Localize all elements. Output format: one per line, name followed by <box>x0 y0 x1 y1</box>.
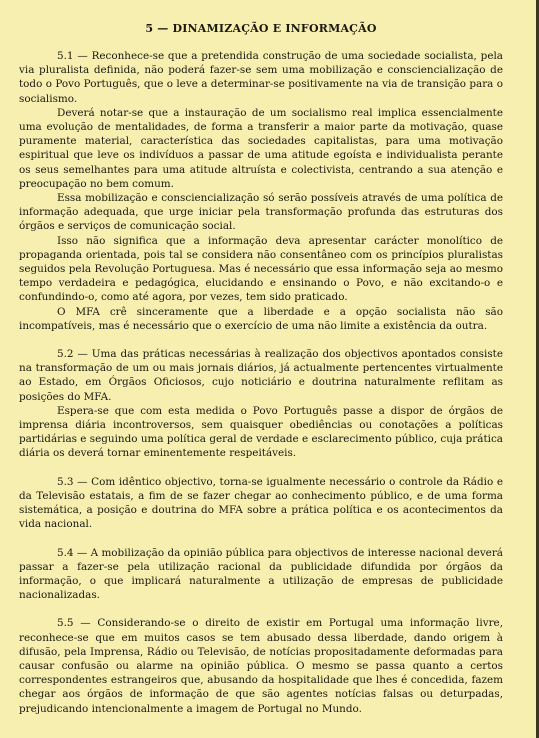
section-title: 5 — DINAMIZAÇÃO E INFORMAÇÃO <box>145 22 377 35</box>
paragraph-5-3: 5.3 — Com idêntico objectivo, torna-se igualmente necessário o controle da Rádio e da Televisão estatais, a fim de se fazer chegar ao conhecimento público, e de uma forma sistemática, a posição e doutrina do MFA sobre a prática política e os acontecimentos da vida nacional. <box>19 475 503 531</box>
paragraph-5-1-e: O MFA crê sinceramente que a liberdade e a opção socialista não são incompatíveis, mas é necessário que o exercício de uma não limite a existência da outra. <box>19 305 503 332</box>
paragraph-5-4: 5.4 — A mobilização da opinião pública para objectivos de interesse nacional deverá passar a fazer-se pela utilização racional da publicidade difundida por órgãos da informação, o que implicará naturalmente a utilização de empresas de publicidade nacionalizadas. <box>19 546 503 602</box>
document-body <box>19 22 503 716</box>
paragraph-5-2-b: Espera-se que com esta medida o Povo Português passe a dispor de órgãos de imprensa diária incontroversos, sem quaisquer obediências ou conotações a políticas partidárias e seguindo uma política geral de verdade e esclarecimento público, cuja prática diária os deverá tornar eminentemente respeitáveis. <box>19 404 503 460</box>
paragraph-5-5: 5.5 — Considerando-se o direito de existir em Portugal uma informação livre, reconhece-se que em muitos casos se tem abusado dessa liberdade, dando origem à difusão, pela Imprensa, Rádio ou Televisão, de notícias propositadamente deformadas para causar confusão ou alarme na opinião pública. O mesmo se passa quanto a certos correspondentes estrangeiros que, abusando da hospitalidade que lhes é concedida, fazem chegar aos órgãos de informação de que são agentes notícias falsas ou deturpadas, prejudicando intencionalmente a imagem de Portugal no Mundo. <box>19 617 503 715</box>
paragraph-5-1-b: Deverá notar-se que a instauração de um socialismo real implica essencialmente uma evolução de mentalidades, de forma a transferir a maior parte da motivação, quase puramente material, característica das sociedades capitalistas, para uma motivação espiritual que leve os indivíduos a passar de uma atitude egoísta e individualista perante os seus semelhantes para uma atitude altruísta e colectivista, centrando a sua atenção e preocupação no bem comum. <box>19 106 503 190</box>
paragraph-5-1-d: Isso não significa que a informação deva apresentar carácter monolítico de propaganda orientada, pois tal se considera não consentâneo com os princípios pluralistas seguidos pela Revolução Portuguesa. Mas é necessário que essa informação seja ao mesmo tempo verdadeira e pedagógica, elucidando e ensinando o Povo, e não excitando-o e confundindo-o, como até agora, por vezes, tem sido praticado. <box>19 234 503 304</box>
paragraph-5-2: 5.2 — Uma das práticas necessárias à realização dos objectivos apontados consiste na transformação de um ou mais jornais diários, já actualmente pertencentes virtualmente ao Estado, em Órgãos Oficiosos, cujo noticiário e doutrina naturalmente reflitam as posições do MFA. <box>19 348 503 403</box>
paragraph-5-1-c: Essa mobilização e consciencialização só serão possíveis através de uma política de informação adequada, que urge iniciar pela transformação profunda das estruturas dos órgãos e serviços de comunicação social. <box>19 192 503 233</box>
paragraph-5-1: 5.1 — Reconhece-se que a pretendida construção de uma sociedade socialista, pela via pluralista definida, não poderá fazer-se sem uma mobilização e consciencialização de todo o Povo Português, que o leve a determinar-se positivamente na via de transição para o socialismo. <box>19 50 503 105</box>
